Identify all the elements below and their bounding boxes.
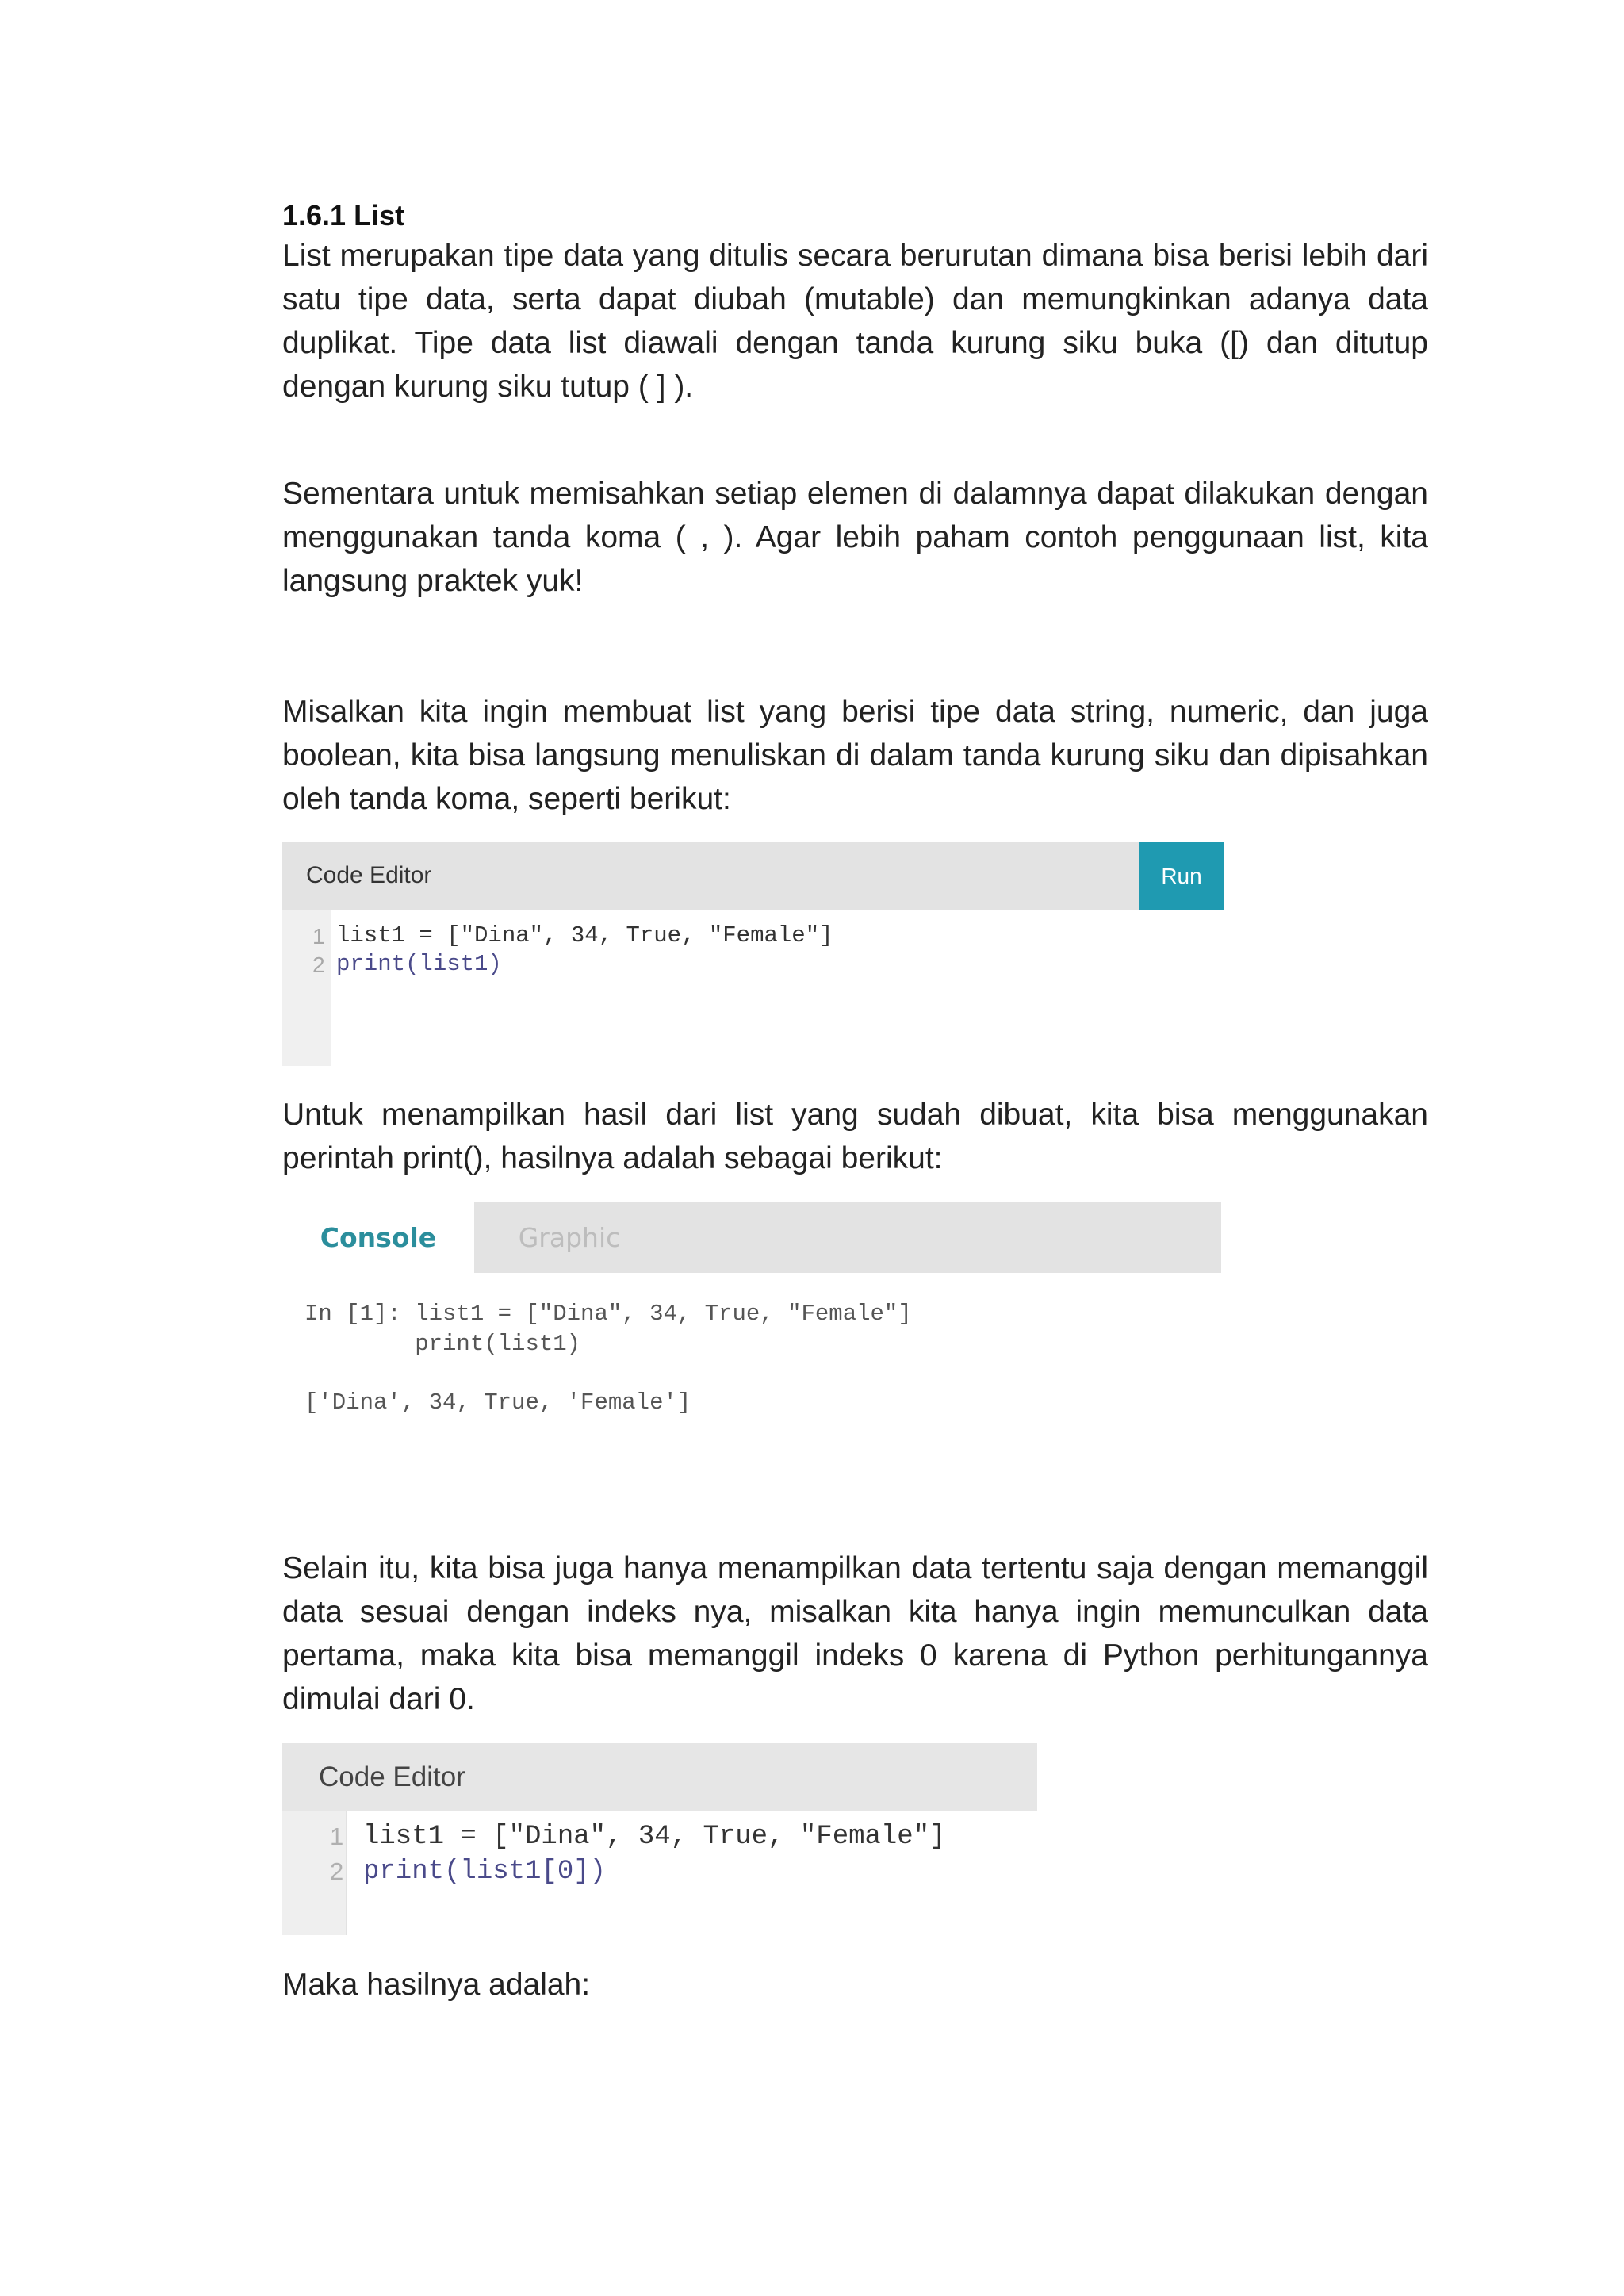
paragraph-list-definition: List merupakan tipe data yang ditulis secara berurutan dimana bisa berisi lebih dari satu tipe data, serta dapat diubah (mutable) dan memungkinkan adanya data duplikat. Tipe data list diawali dengan tanda kurung siku buka ([) dan ditutup dengan kurung siku tutup ( ] ). xyxy=(282,239,1428,404)
paragraph-create-list: Misalkan kita ingin membuat list yang berisi tipe data string, numeric, dan juga boolean, kita bisa langsung menuliskan di dalam tanda kurung siku dan dipisahkan oleh tanda koma, seperti berikut: xyxy=(282,695,1428,816)
console-output: ['Dina', 34, True, 'Female'] xyxy=(304,1389,691,1416)
line-number: 1 xyxy=(312,924,325,949)
console-input-line: In [1]: list1 = ["Dina", 34, True, "Female"] xyxy=(304,1301,912,1327)
code-line[interactable]: list1 = ["Dina", 34, True, "Female"] xyxy=(336,922,833,949)
editor-header xyxy=(282,1743,1037,1811)
code-line[interactable]: print(list1) xyxy=(336,951,502,977)
code-line[interactable]: list1 = ["Dina", 34, True, "Female"] xyxy=(363,1822,946,1852)
paragraph-indexing: Selain itu, kita bisa juga hanya menampilkan data tertentu saja dengan memanggil data sesuai dengan indeks nya, misalkan kita hanya ingin memunculkan data pertama, maka kita bisa memanggil indeks 0 karena di Python perhitungannya dimulai dari 0. xyxy=(282,1551,1428,1716)
paragraph-result-intro: Maka hasilnya adalah: xyxy=(282,1968,591,2002)
console-panel xyxy=(282,1202,1221,1447)
line-number: 2 xyxy=(330,1857,344,1885)
code-editor-1 xyxy=(282,842,1224,1066)
paragraph-print-result: Untuk menampilkan hasil dari list yang sudah dibuat, kita bisa menggunakan perintah print(), hasilnya adalah sebagai berikut: xyxy=(282,1098,1428,1175)
editor-title: Code Editor xyxy=(319,1761,465,1792)
editor-title: Code Editor xyxy=(306,862,432,888)
console-tab-bar xyxy=(282,1202,1221,1273)
code-editor-2 xyxy=(282,1743,1037,1935)
paragraph-element-separator: Sementara untuk memisahkan setiap elemen di dalamnya dapat dilakukan dengan menggunakan tanda koma ( , ). Agar lebih paham contoh penggunaan list, kita langsung praktek yuk! xyxy=(282,477,1428,598)
run-button[interactable]: Run xyxy=(1139,842,1224,910)
tab-graphic[interactable]: Graphic xyxy=(518,1221,621,1253)
console-input-line: print(list1) xyxy=(304,1331,581,1357)
line-number: 1 xyxy=(330,1823,344,1850)
editor-header xyxy=(282,842,1224,910)
section-heading: 1.6.1 List xyxy=(282,199,405,232)
line-number: 2 xyxy=(312,953,325,977)
tab-console[interactable]: Console xyxy=(282,1202,474,1273)
code-line[interactable]: print(list1[0]) xyxy=(363,1857,607,1887)
